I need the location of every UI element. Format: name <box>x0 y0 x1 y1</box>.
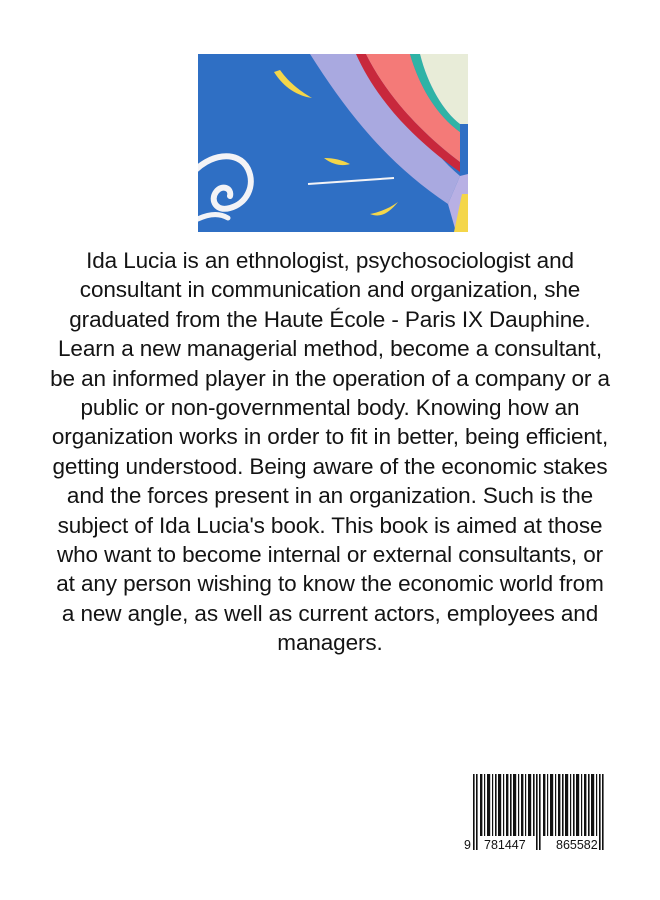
isbn-left-group: 781447 <box>484 838 526 852</box>
isbn-right-group: 865582 <box>556 838 598 852</box>
abstract-painting-icon <box>198 54 468 232</box>
back-cover-blurb: Ida Lucia is an ethnologist, psychosociologist and consultant in communication and organization, she graduated from the Haute École - Paris IX Dauphine. Learn a new managerial method, become a consultant, be an informed player in the operation of a company or a public or non-governmental body. Knowing how an organization works in order to fit in better, being efficient, getting understood. Being aware of the economic stakes and the forces present in an organization. Such is the subject of Ida Lucia's book. This book is aimed at those who want to become internal or external consultants, or at any person wishing to know the economic world from a new angle, as well as current actors, employees and managers. <box>50 248 610 656</box>
isbn-lead-digit: 9 <box>464 838 471 852</box>
cover-art-image <box>198 54 468 232</box>
isbn-barcode <box>461 774 613 856</box>
isbn-digits <box>461 836 613 854</box>
